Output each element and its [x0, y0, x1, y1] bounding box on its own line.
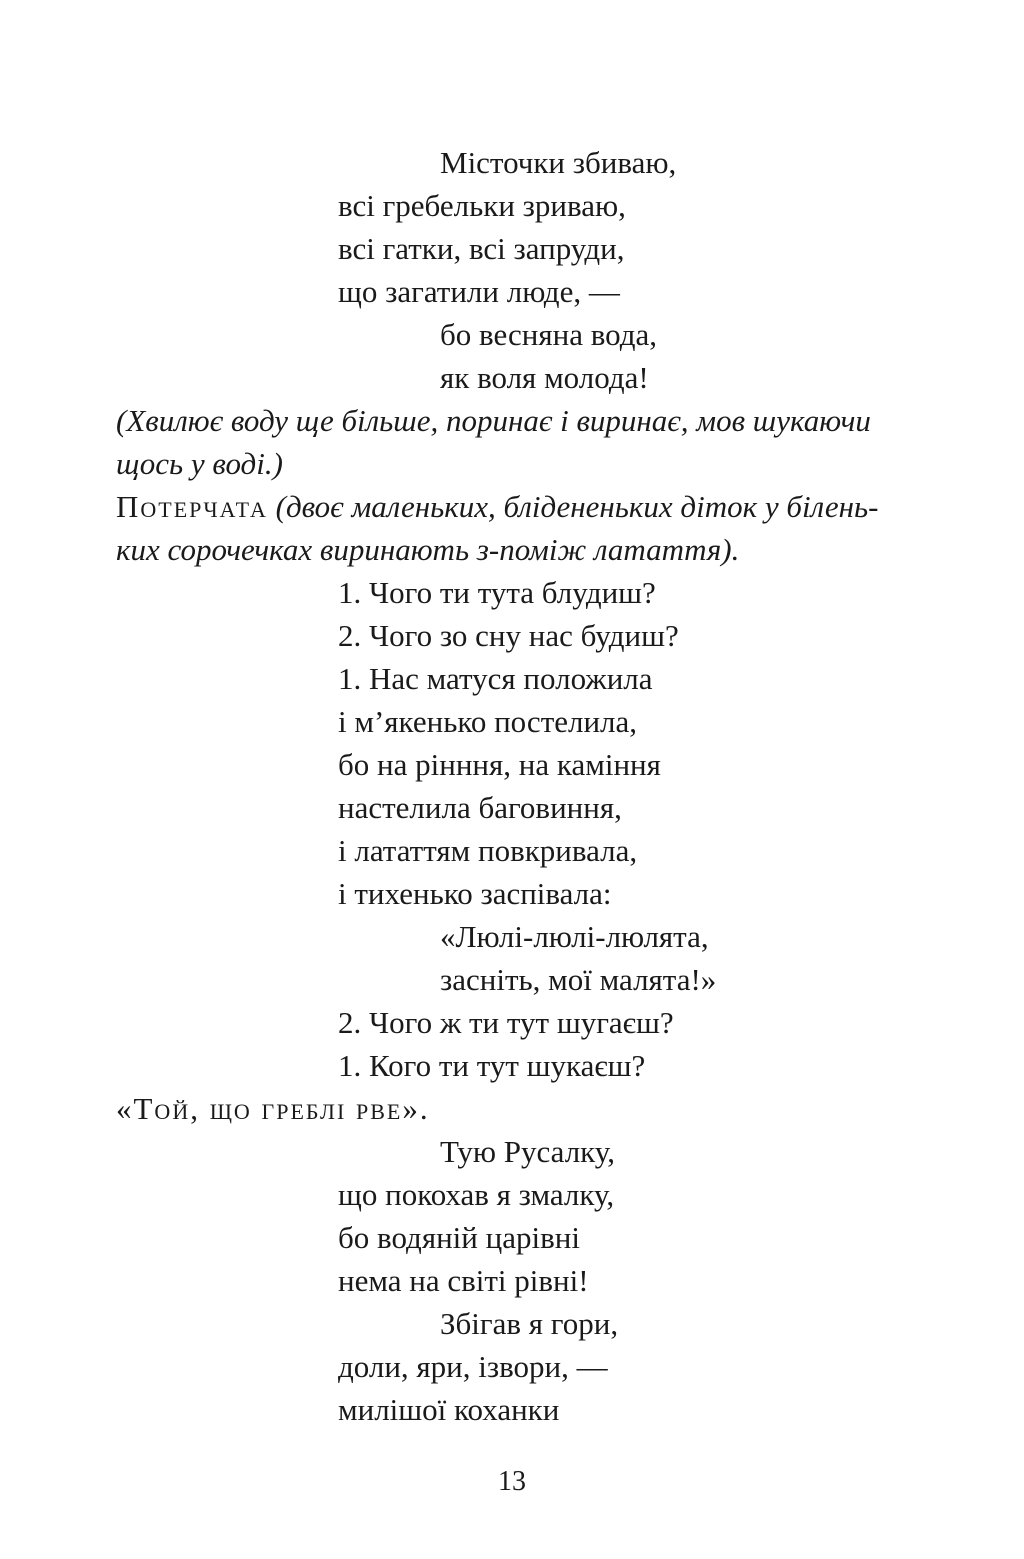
verse-line: Тую Русалку, — [440, 1134, 615, 1169]
stage-direction: щось у воді.) — [116, 446, 283, 481]
speaker-name: «Той, що греблі рве». — [116, 1091, 430, 1126]
verse-line: бо на рінння, на каміння — [338, 747, 661, 782]
verse-line: що загатили люде, — — [338, 274, 620, 309]
verse-line: 1. Чого ти тута блудиш? — [338, 575, 656, 610]
speaker-line — [116, 487, 878, 527]
verse-line: «Люлі-люлі-люлята, — [440, 919, 709, 954]
verse-line: 1. Кого ти тут шукаєш? — [338, 1048, 646, 1083]
verse-line: милішої коханки — [338, 1392, 560, 1427]
verse-line: 2. Чого ж ти тут шугаєш? — [338, 1005, 674, 1040]
speaker-name: Потерчата — [116, 489, 268, 524]
stage-direction: (Хвилює воду ще більше, поринає і виринає, мов шукаючи — [116, 403, 871, 438]
verse-line: як воля молода! — [440, 360, 649, 395]
speaker-note: (двоє маленьких, блідененьких діток у білень- — [267, 489, 879, 524]
speaker-note: ких сорочечках виринають з-поміж латаття). — [116, 532, 740, 567]
verse-line: доли, яри, ізвори, — — [338, 1349, 608, 1384]
verse-line: Збігав я гори, — [440, 1306, 619, 1341]
verse-line: і м’якенько постелила, — [338, 704, 638, 739]
verse-line: бо водяній царівні — [338, 1220, 580, 1255]
verse-line: і тихенько заспівала: — [338, 876, 612, 911]
verse-line: засніть, мої малята!» — [440, 962, 717, 997]
verse-line: бо весняна вода, — [440, 317, 658, 352]
verse-line: всі гребельки зриваю, — [338, 188, 626, 223]
verse-line: нема на світі рівні! — [338, 1263, 589, 1298]
page-number: 13 — [498, 1466, 526, 1497]
verse-line: всі гатки, всі запруди, — [338, 231, 625, 266]
verse-line: і лататтям повкривала, — [338, 833, 638, 868]
verse-line: 1. Нас матуся положила — [338, 661, 653, 696]
verse-line: Місточки збиваю, — [440, 145, 677, 180]
verse-line: 2. Чого зо сну нас будиш? — [338, 618, 679, 653]
verse-line: що покохав я змалку, — [338, 1177, 615, 1212]
verse-line: настелила баговиння, — [338, 790, 622, 825]
